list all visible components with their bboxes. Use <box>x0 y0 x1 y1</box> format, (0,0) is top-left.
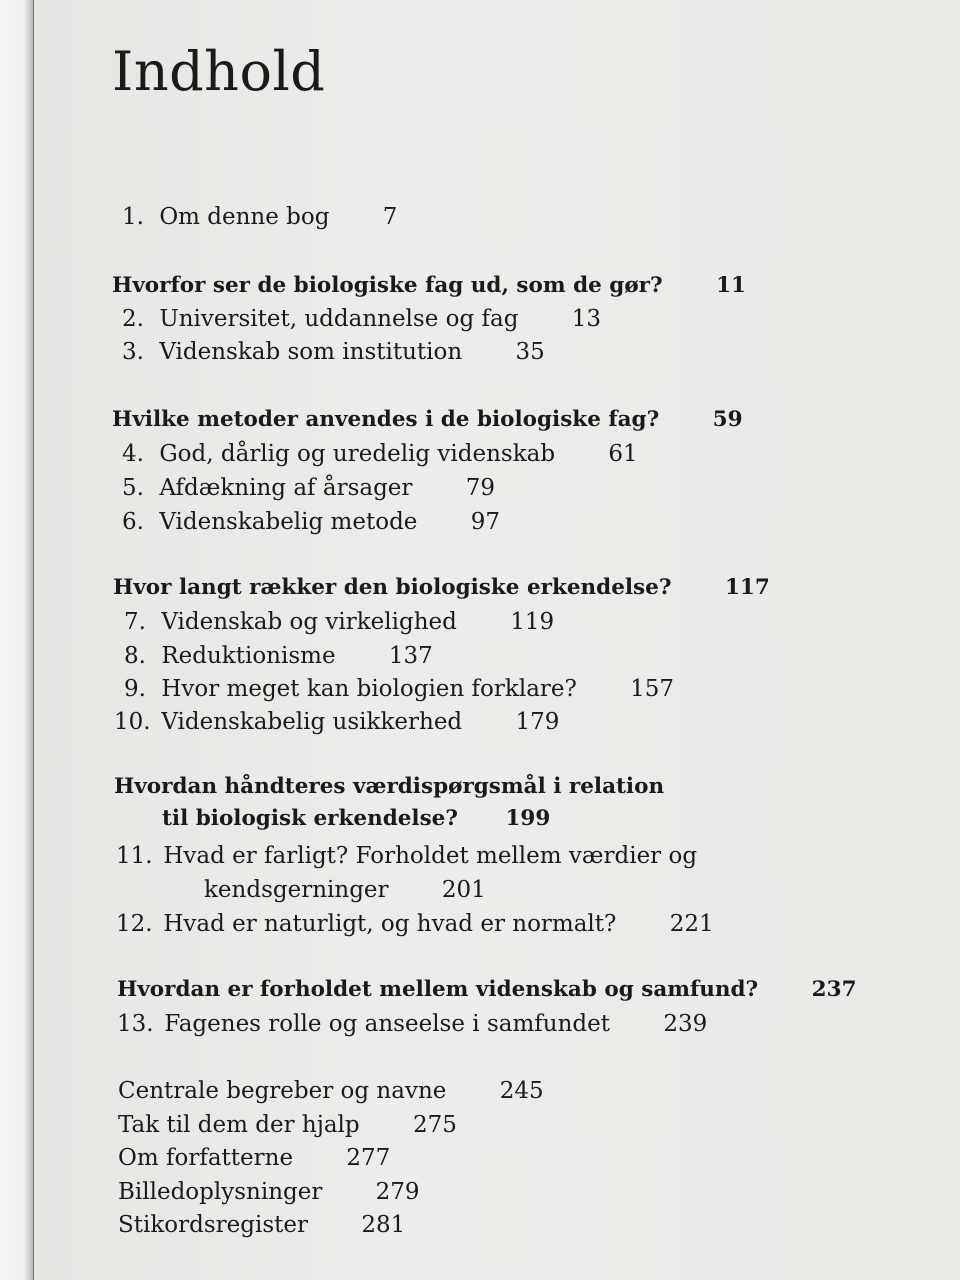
toc-section <box>112 407 743 432</box>
page-number: 59 <box>712 407 743 432</box>
chapter-title: Videnskab og virkelighed <box>161 609 457 635</box>
toc-entry <box>120 509 500 535</box>
toc-entry <box>114 609 554 635</box>
toc-section <box>114 774 664 799</box>
chapter-number: 12. <box>116 911 153 937</box>
page-number: 221 <box>669 911 714 937</box>
chapter-number: 4. <box>122 441 144 467</box>
chapter-number: 2. <box>122 306 144 332</box>
chapter-number: 3. <box>122 339 144 365</box>
page-number: 237 <box>811 977 857 1002</box>
backmatter-title: Om forfatterne <box>118 1145 294 1171</box>
chapter-number: 1. <box>122 204 144 230</box>
toc-entry <box>118 1078 544 1104</box>
toc-entry <box>116 843 697 869</box>
page-number: 35 <box>515 339 545 365</box>
page-number: 137 <box>388 643 433 669</box>
toc-entry <box>120 339 545 365</box>
section-title: Hvordan er forholdet mellem videnskab og samfund? <box>117 977 759 1002</box>
chapter-number: 6. <box>122 509 144 535</box>
chapter-number: 13. <box>117 1011 154 1037</box>
page-number: 97 <box>470 509 500 535</box>
chapter-number: 11. <box>116 843 153 869</box>
page-number: 157 <box>630 676 675 702</box>
backmatter-title: Centrale begreber og navne <box>118 1078 447 1104</box>
chapter-title: God, dårlig og uredelig videnskab <box>159 441 556 467</box>
page-number: 7 <box>382 204 398 230</box>
chapter-title: Hvor meget kan biologien forklare? <box>161 676 577 702</box>
toc-section-continued <box>162 806 550 831</box>
page-number: 117 <box>724 575 770 600</box>
section-title: Hvilke metoder anvendes i de biologiske fag? <box>112 407 660 432</box>
toc-page <box>34 0 960 1280</box>
backmatter-title: Stikordsregister <box>118 1212 308 1238</box>
toc-entry <box>114 709 559 735</box>
page-number: 279 <box>375 1179 420 1205</box>
toc-entry <box>114 643 433 669</box>
page-number: 277 <box>346 1145 391 1171</box>
page-number: 11 <box>716 273 747 298</box>
chapter-number: 9. <box>124 676 146 702</box>
section-title: Hvor langt rækker den biologiske erkendelse? <box>113 575 672 600</box>
chapter-title: Videnskabelig usikkerhed <box>161 709 463 735</box>
page-number: 275 <box>412 1112 457 1138</box>
toc-entry <box>120 441 638 467</box>
page-number: 179 <box>515 709 560 735</box>
toc-section <box>117 977 857 1002</box>
toc-entry <box>118 1179 420 1205</box>
chapter-number: 5. <box>122 475 144 501</box>
chapter-title: Universitet, uddannelse og fag <box>159 306 519 332</box>
toc-entry <box>118 1145 390 1171</box>
backmatter-title: Tak til dem der hjalp <box>118 1112 360 1138</box>
chapter-title: Hvad er farligt? Forholdet mellem værdier og <box>163 843 698 869</box>
toc-entry <box>114 676 674 702</box>
toc-section <box>113 575 770 600</box>
page-number: 281 <box>361 1212 406 1238</box>
toc-entry <box>116 911 714 937</box>
toc-entry <box>118 1212 405 1238</box>
chapter-number: 7. <box>124 609 146 635</box>
page-number: 119 <box>510 609 555 635</box>
page-number: 199 <box>505 806 551 831</box>
page-title: Indhold <box>112 40 326 104</box>
backmatter-title: Billedoplysninger <box>118 1179 323 1205</box>
chapter-title: Afdækning af årsager <box>159 475 413 501</box>
page-number: 245 <box>499 1078 544 1104</box>
page-number: 79 <box>465 475 496 501</box>
page-number: 239 <box>663 1011 708 1037</box>
chapter-title: Videnskabelig metode <box>159 509 418 535</box>
section-title: Hvorfor ser de biologiske fag ud, som de gør? <box>112 273 663 298</box>
page-number: 13 <box>571 306 602 332</box>
chapter-title: Hvad er naturligt, og hvad er normalt? <box>163 911 617 937</box>
chapter-title: Om denne bog <box>159 204 330 230</box>
chapter-title: Videnskab som institution <box>159 339 463 365</box>
chapter-title: Reduktionisme <box>161 643 336 669</box>
toc-entry <box>118 1112 457 1138</box>
toc-entry <box>120 306 601 332</box>
chapter-number: 8. <box>124 643 146 669</box>
section-title: Hvordan håndteres værdispørgsmål i relation <box>114 774 665 799</box>
toc-entry <box>120 204 397 230</box>
page-number: 61 <box>608 441 638 467</box>
chapter-title-continued: kendsgerninger <box>204 877 389 903</box>
toc-entry <box>120 475 495 501</box>
section-title-continued: til biologisk erkendelse? <box>162 806 458 831</box>
chapter-number: 10. <box>114 709 151 735</box>
book-binding <box>0 0 34 1280</box>
toc-entry <box>117 1011 707 1037</box>
chapter-title: Fagenes rolle og anseelse i samfundet <box>164 1011 610 1037</box>
toc-entry-continued <box>204 877 486 903</box>
toc-section <box>112 273 746 298</box>
page-number: 201 <box>441 877 486 903</box>
